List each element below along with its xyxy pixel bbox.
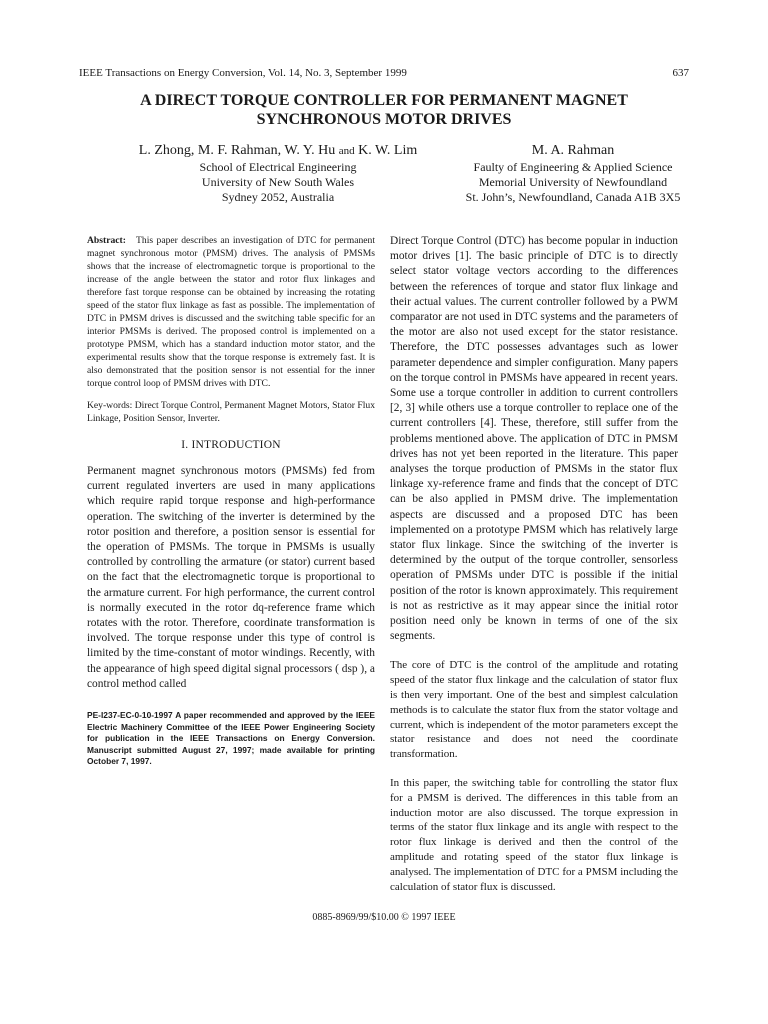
page-number: 637 bbox=[672, 67, 689, 79]
title-line-1: A DIRECT TORQUE CONTROLLER FOR PERMANENT MAGNET bbox=[140, 92, 628, 109]
abstract bbox=[87, 234, 375, 390]
paper-title bbox=[60, 91, 708, 129]
paragraph-dtc-core: The core of DTC is the control of the amplitude and rotating speed of the stator flux linkage and the calculation of stator flux is then very important. One of the best and simplest calculation methods is to calculate the stator flux from the stator voltage and current, which is independent of the motor parameters except the stator resistance and does not need the coordinate transformation. bbox=[390, 659, 678, 761]
footnote: PE-I237-EC-0-10-1997 A paper recommended and approved by the IEEE Electric Machinery Committee of the IEEE Power Engineering Society for publication in the IEEE Transactions on Energy Conversion. Manuscript submitted August 27, 1997; made available for printing October 7, 1997. bbox=[87, 710, 375, 767]
journal-citation: IEEE Transactions on Energy Conversion, Vol. 14, No. 3, September 1999 bbox=[79, 67, 407, 79]
paragraph-dtc-background: Direct Torque Control (DTC) has become popular in induction motor drives [1]. The basic principle of DTC is to directly select stator voltage vectors according to the differences between the references of torque and stator flux linkage and their actual values. The current controller followed by a PWM comparator are not used in DTC systems and the parameters of the motor are also not used except for the stator resistance. Therefore, the DTC possesses advantages such as lower parameter dependence and simpler configuration. Many papers on the torque control in PMSMs have appeared in recent years. Some use a torque controller in addition to current controllers [2, 3] while others use a torque controller to replace one of the current controllers [4]. These, therefore, still suffer from the problems mentioned above. The application of DTC in PMSM drives has not yet been reported in the literature. This paper analyses the torque production of PMSMs in the stator flux linkage xy-reference frame and finds that the concept of DTC can be also applied in PMSM drive. The implementation aspects are discussed and a proposed DTC has been implemented on a prototype PMSM which has relatively large stator flux linkage. Since the switching of the inverter is determined by the output of the torque controller, sensorless operation of PMSMs under DTC is possible if the initial position of the rotor is known approximately. This requirement is not as restrictive as it may appear since the initial rotor position need only be known in terms of one of the six segments. bbox=[390, 235, 678, 643]
copyright-footer: 0885-8969/99/$10.00 © 1997 IEEE bbox=[312, 912, 456, 923]
abstract-text: This paper describes an investigation of DTC for permanent magnet synchronous motor (PMSM) drives. The analysis of PMSMs shows that the increase of electromagnetic torque is proportional to the increase of the angle between the stator and rotor flux linkages and therefore fast torque response can be obtained by increasing the rotating speed of the stator flux linkage as fast as possible. The implementation of DTC in PMSM drives is discussed and the switching table specific for an interior PMSMs is derived. The proposed control is implemented on a prototype PMSM, which has a standard induction motor stator, and the experimental results show that the torque response is extremely fast. It is also demonstrated that the position sensor is not essential for the inner torque control loop of PMSM drives with DTC. bbox=[87, 235, 375, 389]
author-names-part-b: K. W. Lim bbox=[358, 143, 418, 158]
affiliation-line: School of Electrical Engineering bbox=[199, 160, 357, 174]
affiliation-line: Faulty of Engineering & Applied Science bbox=[473, 160, 673, 174]
section-heading-introduction: I. INTRODUCTION bbox=[181, 439, 281, 451]
title-line-2: SYNCHRONOUS MOTOR DRIVES bbox=[256, 111, 512, 128]
right-column bbox=[390, 234, 678, 894]
author-and: and bbox=[338, 145, 355, 157]
affiliation-line: Sydney 2052, Australia bbox=[221, 190, 335, 204]
abstract-label: Abstract: bbox=[87, 235, 126, 246]
keywords: Key-words: Direct Torque Control, Permanent Magnet Motors, Stator Flux Linkage, Position Sensor, Inverter. bbox=[87, 400, 375, 424]
introduction-paragraph: Permanent magnet synchronous motors (PMSMs) fed from current regulated inverters are used in many applications which require rapid torque response and high-performance operation. The switching of the inverter is determined by the rotor position and therefore, a position sensor is essential for the operation of PMSMs. The torque in PMSMs is usually controlled by controlling the armature (or stator) current based on the fact that the electromagnetic torque is proportional to the armature current. For high performance, the current control is normally executed in the rotor dq-reference frame which rotates with the rotor. Therefore, coordinate transformation is involved. The torque response under this type of control is limited by the time-constant of motor windings. Recently, with the appearance of high speed digital signal processors ( dsp ), a control method called bbox=[87, 465, 375, 690]
author-block-left bbox=[100, 142, 456, 205]
running-header bbox=[79, 67, 689, 81]
author-block-right bbox=[448, 142, 698, 205]
left-column bbox=[87, 234, 375, 768]
affiliation-line: University of New South Wales bbox=[201, 175, 355, 189]
author-names-left bbox=[100, 142, 456, 160]
author-names-part-a: L. Zhong, M. F. Rahman, W. Y. Hu bbox=[138, 143, 336, 158]
affiliation-line: St. John’s, Newfoundland, Canada A1B 3X5 bbox=[465, 190, 681, 204]
paragraph-this-paper: In this paper, the switching table for controlling the stator flux for a PMSM is derived. The differences in this table from an induction motor are also discussed. The torque expression in terms of the stator flux linkage and its angle with respect to the rotor flux linkage is derived and then the control of the amplitude and rotating speed of the stator flux linkage is analysed. The implementation of DTC for a PMSM including the calculation of stator flux is discussed. bbox=[390, 777, 678, 893]
author-names-right: M. A. Rahman bbox=[531, 143, 615, 158]
affiliation-line: Memorial University of Newfoundland bbox=[478, 175, 668, 189]
